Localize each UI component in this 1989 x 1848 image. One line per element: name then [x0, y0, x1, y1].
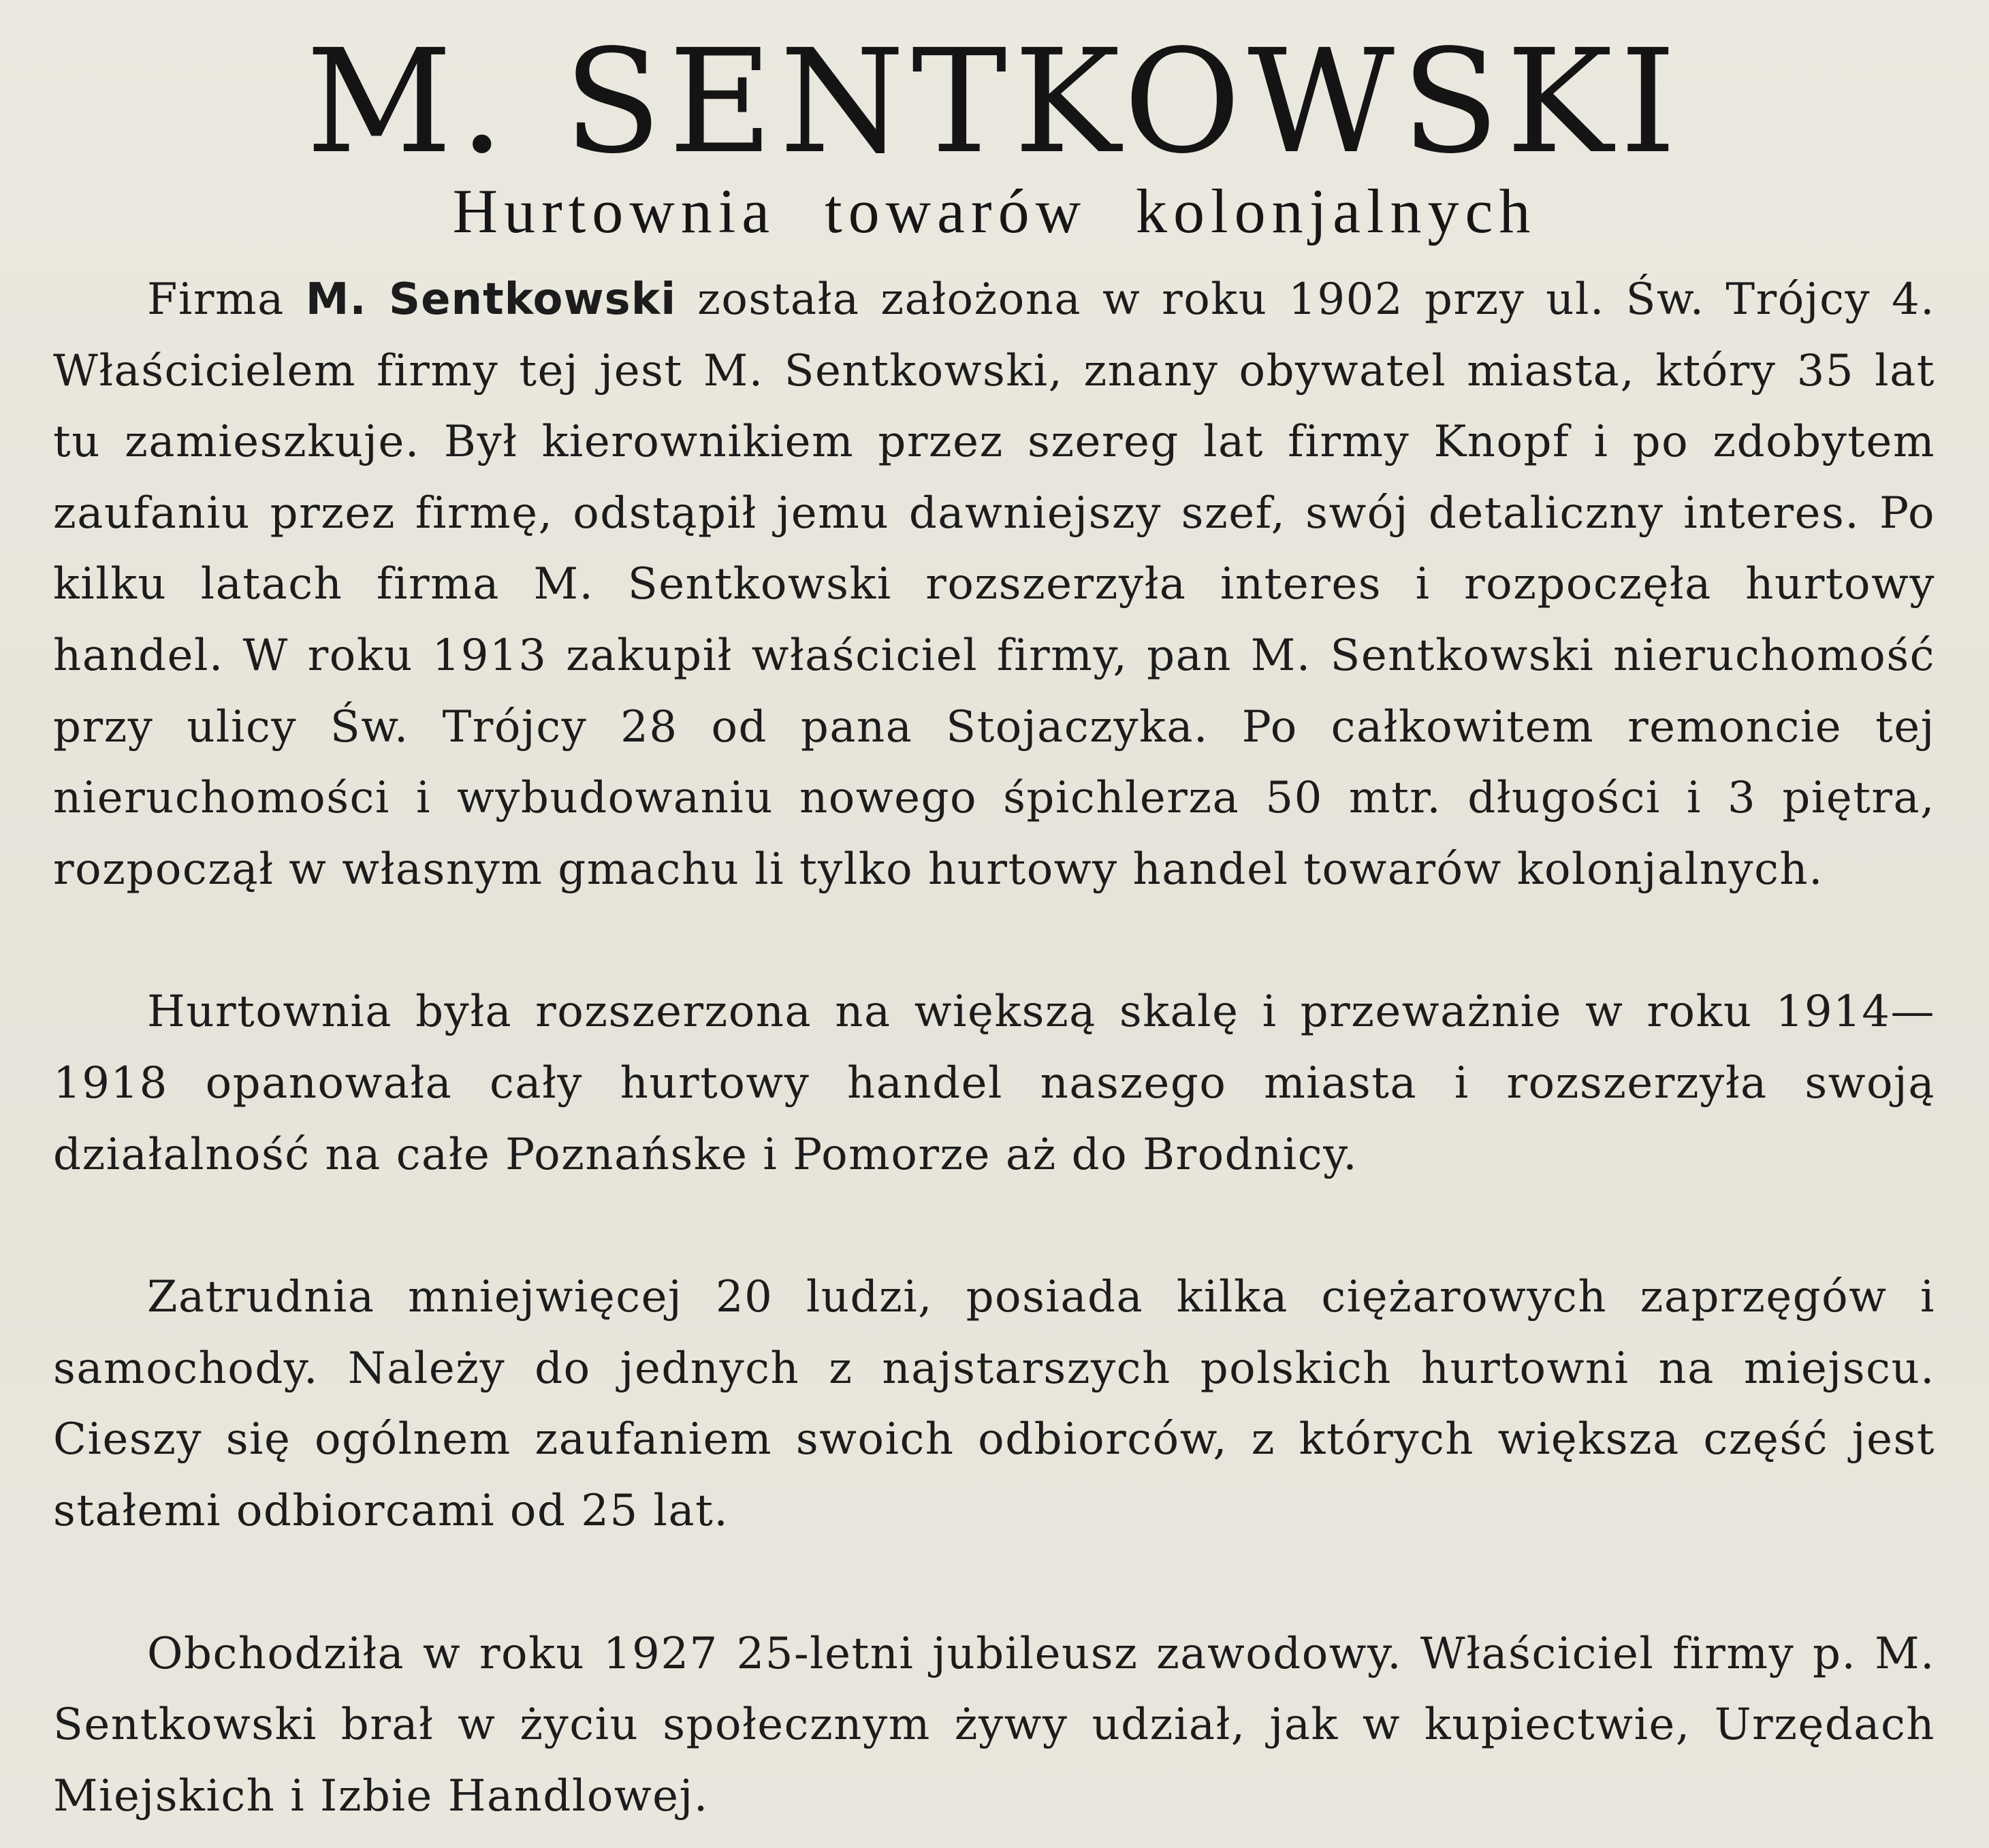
paragraph-1: [53, 264, 1935, 905]
paragraph-1-lead: Firma: [147, 274, 306, 325]
page-title: M. SENTKOWSKI: [306, 18, 1683, 185]
paragraph-1-text: została założona w roku 1902 przy ul. Św. Trójcy 4. Właścicielem firmy tej jest M. Sentkowski, znany obywatel miasta, który 35 lat tu zamieszkuje. Był kierownikiem przez szereg lat firmy Knopf i po zdobytem zaufaniu przez firmę, odstąpił jemu dawniejszy szef, swój detaliczny interes. Po kilku latach firma M. Sentkowski rozszerzyła interes i rozpoczęła hurtowy handel. W roku 1913 zakupił właściciel firmy, pan M. Sentkowski nieruchomość przy ulicy Św. Trójcy 28 od pana Stojaczyka. Po całkowitem remoncie tej nieruchomości i wybudowaniu nowego śpichlerza 50 mtr. długości i 3 piętra, rozpoczął w własnym gmachu li tylko hurtowy handel towarów kolonjalnych.: [53, 274, 1936, 895]
company-name-bold: M. Sentkowski: [305, 274, 677, 325]
article-body: [53, 264, 1935, 1832]
paragraph-4: Obchodziła w roku 1927 25-letni jubileusz zawodowy. Właściciel firmy p. M. Sentkowski brał w życiu społecznym żywy udział, jak w kupiectwie, Urzędach Miejskich i Izbie Handlowej.: [53, 1628, 1935, 1821]
page-subtitle: Hurtownia towarów kolonjalnych: [452, 176, 1537, 246]
paragraph-3: Zatrudnia mniejwięcej 20 ludzi, posiada kilka ciężarowych zaprzęgów i samochody. Należy do jednych z najstarszych polskich hurtowni na miejscu. Cieszy się ogólnem zaufaniem swoich odbiorców, z których większa część jest stałemi odbiorcami od 25 lat.: [53, 1272, 1935, 1536]
paragraph-2: Hurtownia była rozszerzona na większą skalę i przeważnie w roku 1914—1918 opanowała cały hurtowy handel naszego miasta i rozszerzyła swoją działalność na całe Poznańske i Pomorze aż do Brodnicy.: [53, 987, 1935, 1180]
